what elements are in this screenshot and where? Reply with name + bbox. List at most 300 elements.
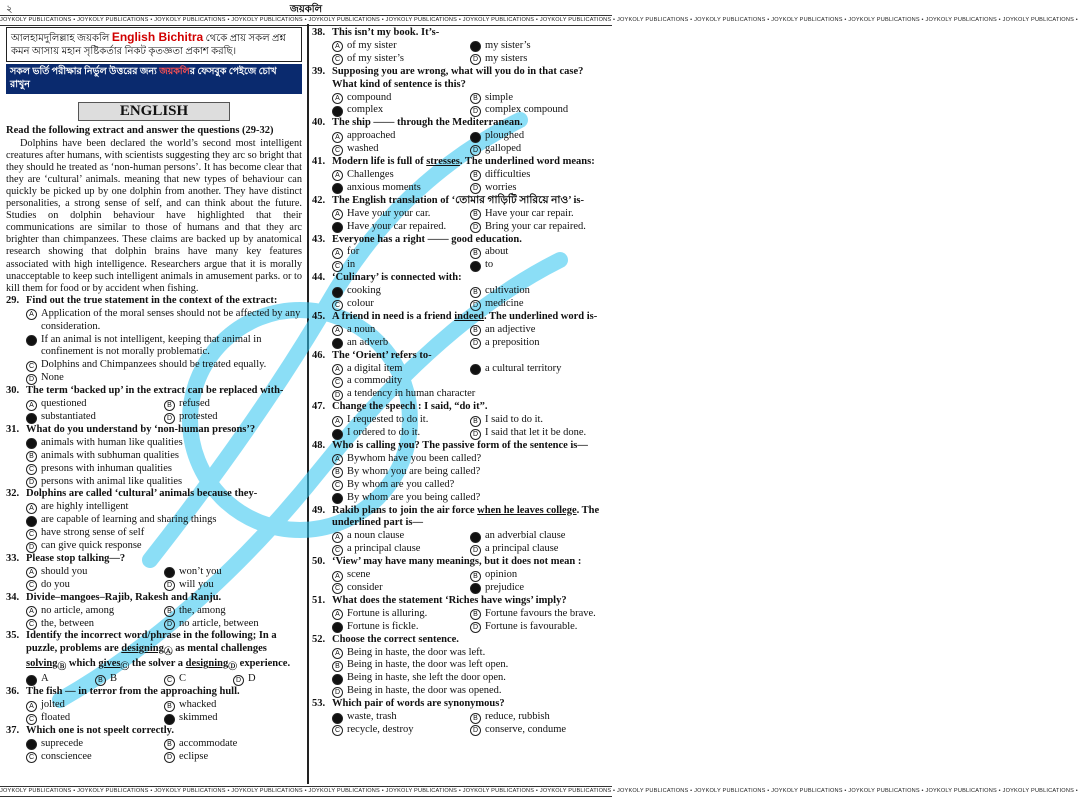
- question-number: 45.: [312, 310, 326, 322]
- option-text: washed: [347, 143, 379, 155]
- option-text: complex: [347, 104, 384, 116]
- option-bubble-a: A: [332, 248, 343, 259]
- option-bubble-d: D: [470, 222, 481, 233]
- option-text: won’t you: [179, 565, 222, 577]
- option-bubble-c: C: [26, 361, 37, 372]
- option-text: consciencee: [41, 750, 92, 762]
- option-c: [26, 463, 302, 476]
- option-bubble-a: A: [332, 170, 343, 181]
- option-text: my sister’s: [485, 39, 531, 51]
- answer-bubble-filled: B: [164, 567, 175, 578]
- option-d: [332, 492, 608, 505]
- q35-word-b: solving: [26, 658, 58, 670]
- option-bubble-c: C: [332, 145, 343, 156]
- question-text: The fish — in terror from the approaching hull.: [26, 686, 240, 698]
- option-bubble-b: B: [26, 451, 37, 462]
- question-47: [312, 401, 608, 440]
- option-d: [26, 476, 302, 489]
- answer-bubble-filled: C: [332, 183, 343, 194]
- question-53: [312, 698, 608, 737]
- option-bubble-b: B: [470, 93, 481, 104]
- option-text: ploughed: [485, 130, 525, 142]
- question-number: 49.: [312, 504, 326, 516]
- option-bubble-c: C: [332, 54, 343, 65]
- option-d: [470, 298, 608, 311]
- answer-bubble-filled: D: [164, 714, 175, 725]
- option-d: [26, 372, 302, 385]
- answer-bubble-filled: C: [332, 106, 343, 117]
- option-b: [470, 92, 608, 105]
- option-text: suprecede: [41, 737, 83, 749]
- publisher-band-top: JOYKOLY PUBLICATIONS • JOYKOLY PUBLICATIONS • JOYKOLY PUBLICATIONS • JOYKOLY PUBLICATIONS • JOYKOLY PUBLICATIONS • JOYKOLY PUBLICATIONS • JOYKOLY PUBLICATIONS • JOYKOLY PUBLICATIONS • JOYKOLY PUBLICATIONS • JOYKOLY PUBLICATIONS • JOYKOLY PUBLICATIONS • JOYKOLY PUBLICATIONS • JOYKOLY PUBLICATIONS • JOYKOLY PUBLICATIONS •: [0, 15, 612, 26]
- option-text: the, among: [179, 604, 226, 616]
- option-bubble-a: A: [332, 132, 343, 143]
- question-text: This isn’t my book. It’s-: [332, 27, 440, 38]
- question-text: ‘Culinary’ is connected with:: [332, 272, 462, 284]
- question-33: [6, 553, 302, 592]
- q35-letter-b: Ⓑ: [57, 661, 67, 672]
- question-number: 41.: [312, 156, 326, 168]
- option-a: [332, 130, 470, 143]
- option-bubble-d: D: [26, 477, 37, 488]
- option-bubble-d: D: [470, 145, 481, 156]
- option-text: presons with inhuman qualities: [41, 462, 172, 474]
- q35-word-d: designing: [185, 658, 229, 670]
- option-c: [332, 143, 470, 156]
- option-b: [470, 530, 608, 543]
- option-text: galloped: [485, 143, 522, 155]
- option-text: B: [110, 673, 118, 685]
- option-text: Being in haste, the door was opened.: [347, 685, 502, 697]
- question-number: 42.: [312, 194, 326, 206]
- question-52: [312, 634, 608, 699]
- option-b: [164, 699, 302, 712]
- option-c: [26, 359, 302, 372]
- option-a: [26, 673, 95, 686]
- option-text: can give quick response: [41, 540, 142, 552]
- option-a: [332, 40, 470, 53]
- option-bubble-a: A: [26, 400, 37, 411]
- option-b: [470, 208, 608, 221]
- page-number: ২: [6, 4, 13, 15]
- option-text: Have your car repaired.: [347, 220, 447, 232]
- option-bubble-d: D: [470, 300, 481, 311]
- answer-bubble-filled: A: [332, 287, 343, 298]
- option-d: [470, 143, 608, 156]
- option-b: [26, 450, 302, 463]
- option-bubble-a: A: [26, 309, 37, 320]
- q35-letter-d: Ⓓ: [228, 661, 238, 672]
- question-36: [6, 686, 302, 725]
- option-text: Fortune is alluring.: [347, 607, 428, 619]
- answer-bubble-filled: B: [470, 364, 481, 375]
- question-number: 34.: [6, 591, 20, 603]
- option-b: [470, 246, 608, 259]
- option-bubble-c: C: [26, 529, 37, 540]
- option-c: [26, 527, 302, 540]
- option-bubble-c: C: [332, 583, 343, 594]
- question-50: [312, 556, 608, 595]
- option-bubble-a: A: [332, 93, 343, 104]
- option-bubble-c: C: [332, 377, 343, 388]
- option-text: consider: [347, 581, 383, 593]
- question-31: [6, 424, 302, 489]
- q35-text-3: which: [66, 658, 99, 670]
- option-text: substantiated: [41, 411, 96, 422]
- q41-text-2: . The underlined word means:: [459, 156, 595, 168]
- answer-bubble-filled: D: [470, 261, 481, 272]
- section-title: ENGLISH: [78, 102, 230, 121]
- answer-bubble-filled: A: [26, 739, 37, 750]
- question-number: 47.: [312, 401, 326, 413]
- question-number: 37.: [6, 724, 20, 736]
- column-divider: [307, 24, 309, 784]
- question-44: [312, 272, 608, 311]
- option-a: [26, 398, 164, 411]
- option-text: about: [485, 246, 509, 258]
- option-bubble-b: B: [470, 170, 481, 181]
- option-a: [332, 285, 470, 298]
- promo-fb-text-1: সকল ভর্তি পরীক্ষার নির্ভুল উত্তরের জন্য: [10, 67, 160, 77]
- option-b: [470, 169, 608, 182]
- option-c: [332, 53, 470, 66]
- option-b: [164, 566, 302, 579]
- question-number: 30.: [6, 385, 20, 397]
- option-a: [26, 437, 302, 450]
- option-a: [332, 246, 470, 259]
- answer-bubble-filled: C: [26, 413, 37, 424]
- answer-bubble-filled: B: [26, 516, 37, 527]
- q45-text-2: . The underlined word is-: [483, 310, 598, 322]
- option-bubble-d: D: [470, 545, 481, 556]
- question-43: [312, 234, 608, 273]
- option-bubble-a: A: [332, 41, 343, 52]
- option-c: [332, 621, 470, 634]
- option-text: skimmed: [179, 712, 218, 724]
- option-c: [332, 724, 470, 737]
- option-bubble-b: B: [470, 325, 481, 336]
- option-text: D: [248, 673, 256, 685]
- option-bubble-a: A: [332, 454, 343, 465]
- answer-bubble-filled: A: [26, 675, 37, 686]
- option-a: [332, 711, 470, 724]
- option-a: [26, 699, 164, 712]
- option-text: Fortune is favourable.: [485, 620, 578, 632]
- answer-bubble-filled: A: [26, 438, 37, 449]
- option-bubble-d: D: [470, 54, 481, 65]
- publisher-band-bottom: JOYKOLY PUBLICATIONS • JOYKOLY PUBLICATIONS • JOYKOLY PUBLICATIONS • JOYKOLY PUBLICATIONS • JOYKOLY PUBLICATIONS • JOYKOLY PUBLICATIONS • JOYKOLY PUBLICATIONS • JOYKOLY PUBLICATIONS • JOYKOLY PUBLICATIONS • JOYKOLY PUBLICATIONS • JOYKOLY PUBLICATIONS • JOYKOLY PUBLICATIONS • JOYKOLY PUBLICATIONS • JOYKOLY PUBLICATIONS •: [0, 786, 612, 797]
- option-bubble-c: C: [26, 464, 37, 475]
- option-text: eclipse: [179, 750, 209, 762]
- option-text: difficulties: [485, 168, 531, 180]
- option-text: By whom you are being called?: [347, 465, 481, 477]
- option-text: compound: [347, 91, 392, 103]
- question-text: Find out the true statement in the context of the extract:: [26, 294, 278, 306]
- question-34: [6, 592, 302, 631]
- option-a: [26, 566, 164, 579]
- option-b: [164, 398, 302, 411]
- option-bubble-a: A: [332, 532, 343, 543]
- question-37: [6, 725, 302, 764]
- option-a: [332, 530, 470, 543]
- option-b: [470, 608, 608, 621]
- option-d: [470, 259, 608, 272]
- option-text: animals with human like qualities: [41, 436, 183, 448]
- left-column: [6, 27, 302, 764]
- question-number: 36.: [6, 686, 20, 698]
- option-bubble-b: B: [470, 209, 481, 220]
- option-c: [164, 673, 233, 686]
- q35-text-2: as mental challenges: [172, 643, 267, 655]
- option-text: worries: [485, 181, 517, 193]
- answer-bubble-filled: B: [470, 132, 481, 143]
- question-number: 46.: [312, 349, 326, 361]
- option-b: [26, 514, 302, 527]
- option-bubble-d: D: [164, 619, 175, 630]
- question-text: Supposing you are wrong, what will you do in that case? What kind of sentence is this?: [332, 65, 584, 90]
- question-number: 39.: [312, 65, 326, 77]
- option-a: [332, 208, 470, 221]
- q35-text-4: the solver a: [129, 658, 186, 670]
- option-text: cooking: [347, 285, 381, 297]
- option-bubble-d: D: [26, 542, 37, 553]
- option-d: [470, 621, 608, 634]
- answer-bubble-filled: B: [470, 41, 481, 52]
- q45-underlined-word: indeed: [454, 310, 484, 322]
- option-bubble-b: B: [470, 713, 481, 724]
- option-text: accommodate: [179, 737, 238, 749]
- q49-text-1: Rakib plans to join the air force: [332, 504, 478, 516]
- option-text: By whom are you called?: [347, 478, 455, 490]
- question-number: 44.: [312, 272, 326, 284]
- question-number: 31.: [6, 423, 20, 435]
- question-number: 43.: [312, 233, 326, 245]
- option-a: [332, 92, 470, 105]
- question-number: 35.: [6, 630, 20, 642]
- option-text: Bring your car repaired.: [485, 220, 586, 232]
- option-b: [470, 414, 608, 427]
- option-c: [332, 375, 608, 388]
- option-text: to: [485, 259, 494, 271]
- q35-text-5: experience.: [237, 658, 291, 670]
- option-text: reduce, rubbish: [485, 711, 550, 723]
- answer-bubble-filled: C: [332, 429, 343, 440]
- option-a: [26, 308, 302, 334]
- question-number: 50.: [312, 556, 326, 568]
- option-text: I said that let it be done.: [485, 427, 587, 439]
- option-a: [26, 738, 164, 751]
- option-text: conserve, condume: [485, 723, 567, 735]
- q45-text-1: A friend in need is a friend: [332, 310, 455, 322]
- option-a: [332, 414, 470, 427]
- option-c: [332, 259, 470, 272]
- option-a: [332, 453, 608, 466]
- option-bubble-c: C: [26, 752, 37, 763]
- question-number: 52.: [312, 633, 326, 645]
- question-48: [312, 440, 608, 505]
- answer-bubble-filled: D: [332, 493, 343, 504]
- option-text: a principal clause: [485, 543, 559, 555]
- question-39: [312, 66, 608, 118]
- question-text: ‘View’ may have many meanings, but it does not mean :: [332, 556, 582, 568]
- option-bubble-a: A: [332, 609, 343, 620]
- option-bubble-b: B: [164, 701, 175, 712]
- question-text: What do you understand by ‘non-human presons’?: [26, 423, 256, 435]
- option-c: [332, 104, 470, 117]
- option-d: [470, 53, 608, 66]
- question-text: Who is calling you? The passive form of the sentence is—: [332, 440, 588, 451]
- option-text: anxious moments: [347, 181, 421, 193]
- option-text: Fortune favours the brave.: [485, 607, 596, 619]
- option-c: [332, 337, 470, 350]
- option-text: simple: [485, 91, 513, 103]
- option-c: [332, 182, 470, 195]
- option-text: are capable of learning and sharing things: [41, 514, 217, 526]
- option-bubble-d: D: [332, 687, 343, 698]
- option-bubble-b: B: [332, 467, 343, 478]
- question-text: The English translation of ‘তোমার গাড়িটি সারিয়ে নাও’ is-: [332, 194, 585, 206]
- question-text: Divide–mangoes–Rajib, Rakesh and Ranju.: [26, 591, 222, 603]
- option-bubble-d: D: [470, 338, 481, 349]
- option-text: colour: [347, 298, 374, 310]
- option-bubble-d: D: [164, 580, 175, 591]
- option-text: Application of the moral senses should not be affected by any consideration.: [41, 307, 301, 332]
- option-c: [332, 543, 470, 556]
- option-text: I said to do it.: [485, 414, 544, 426]
- promo-box: [6, 27, 302, 62]
- answer-bubble-filled: C: [332, 674, 343, 685]
- question-number: 53.: [312, 698, 326, 710]
- option-text: will you: [179, 578, 214, 590]
- option-bubble-c: C: [332, 480, 343, 491]
- option-d: [470, 221, 608, 234]
- option-b: [470, 711, 608, 724]
- option-c: [332, 479, 608, 492]
- option-d: [332, 685, 608, 698]
- option-text: C: [179, 673, 187, 685]
- option-text: no article, among: [41, 604, 115, 616]
- option-a: [26, 501, 302, 514]
- option-bubble-b: B: [164, 400, 175, 411]
- promo-fb-brand: জয়কলি: [159, 67, 190, 77]
- option-b: [95, 673, 164, 686]
- option-text: approached: [347, 130, 396, 142]
- option-d: [26, 540, 302, 553]
- option-bubble-b: B: [470, 571, 481, 582]
- option-a: [332, 324, 470, 337]
- option-text: a principal clause: [347, 543, 421, 555]
- option-text: a noun: [347, 323, 376, 335]
- option-text: Bywhom have you been called?: [347, 452, 482, 464]
- question-text: The ship —— through the Mediterranean.: [332, 117, 523, 129]
- option-d: [470, 724, 608, 737]
- option-text: None: [41, 372, 64, 384]
- option-bubble-a: A: [332, 571, 343, 582]
- answer-bubble-filled: D: [470, 583, 481, 594]
- option-text: I requested to do it.: [347, 414, 429, 426]
- q49-text-2: . The underlined part is—: [332, 504, 600, 529]
- passage-instruction: Read the following extract and answer the questions (29-32): [6, 124, 274, 136]
- question-text: Dolphins are called ‘cultural’ animals because they-: [26, 488, 258, 500]
- option-b: [470, 285, 608, 298]
- option-text: waste, trash: [347, 711, 397, 723]
- option-d: [164, 712, 302, 725]
- option-a: [332, 569, 470, 582]
- question-text: The term ‘backed up’ in the extract can be replaced with-: [26, 385, 284, 397]
- option-bubble-c: C: [26, 580, 37, 591]
- option-text: By whom are you being called?: [347, 491, 481, 503]
- question-number: 29.: [6, 294, 20, 306]
- option-text: a digital item: [347, 362, 403, 374]
- question-51: [312, 595, 608, 634]
- option-d: [164, 579, 302, 592]
- question-number: 33.: [6, 552, 20, 564]
- q35-word-a: designing: [121, 643, 164, 655]
- question-38: [312, 27, 608, 66]
- option-text: questioned: [41, 398, 87, 410]
- option-text: cultivation: [485, 285, 530, 297]
- question-30: [6, 385, 302, 424]
- option-text: floated: [41, 712, 71, 724]
- option-c: [26, 712, 164, 725]
- option-d: [470, 104, 608, 117]
- option-bubble-d: D: [470, 106, 481, 117]
- option-text: have strong sense of self: [41, 527, 145, 539]
- question-text: Which pair of words are synonymous?: [332, 698, 505, 710]
- question-29: [6, 295, 302, 385]
- option-text: an adverb: [347, 336, 389, 348]
- question-text: Everyone has a right —— good education.: [332, 233, 522, 245]
- option-text: Dolphins and Chimpanzees should be treated equally.: [41, 359, 267, 371]
- question-text: Please stop talking—?: [26, 552, 126, 564]
- option-d: [233, 673, 302, 686]
- option-c: [332, 221, 470, 234]
- option-text: Being in haste, she left the door open.: [347, 672, 506, 684]
- question-text: Choose the correct sentence.: [332, 633, 459, 645]
- option-bubble-a: A: [332, 364, 343, 375]
- question-text: The ‘Orient’ refers to-: [332, 349, 432, 361]
- option-text: prejudice: [485, 581, 525, 593]
- option-c: [332, 427, 470, 440]
- question-46: [312, 350, 608, 402]
- option-text: animals with subhuman qualities: [41, 449, 179, 461]
- option-text: complex compound: [485, 104, 569, 116]
- option-bubble-b: B: [164, 739, 175, 750]
- option-text: Challenges: [347, 168, 394, 180]
- option-bubble-c: C: [26, 714, 37, 725]
- option-bubble-d: D: [470, 622, 481, 633]
- option-c: [332, 298, 470, 311]
- option-text: Being in haste, the door was left.: [347, 646, 486, 658]
- promo-brand: English Bichitra: [111, 30, 204, 44]
- option-bubble-c: C: [332, 261, 343, 272]
- question-number: 40.: [312, 117, 326, 129]
- option-c: [26, 411, 164, 424]
- page-title: জয়কলি: [289, 4, 323, 15]
- option-b: [332, 466, 608, 479]
- option-text: a tendency in human character: [347, 388, 476, 400]
- option-text: persons with animal like qualities: [41, 475, 183, 487]
- option-bubble-d: D: [164, 752, 175, 763]
- option-text: Have your your car.: [347, 207, 431, 219]
- option-d: [470, 182, 608, 195]
- option-text: Being in haste, the door was left open.: [347, 659, 509, 671]
- option-b: [164, 605, 302, 618]
- option-text: jolted: [41, 699, 65, 711]
- question-42: [312, 195, 608, 234]
- option-text: in: [347, 259, 356, 271]
- question-text: Change the speech : I said, “do it”.: [332, 401, 488, 413]
